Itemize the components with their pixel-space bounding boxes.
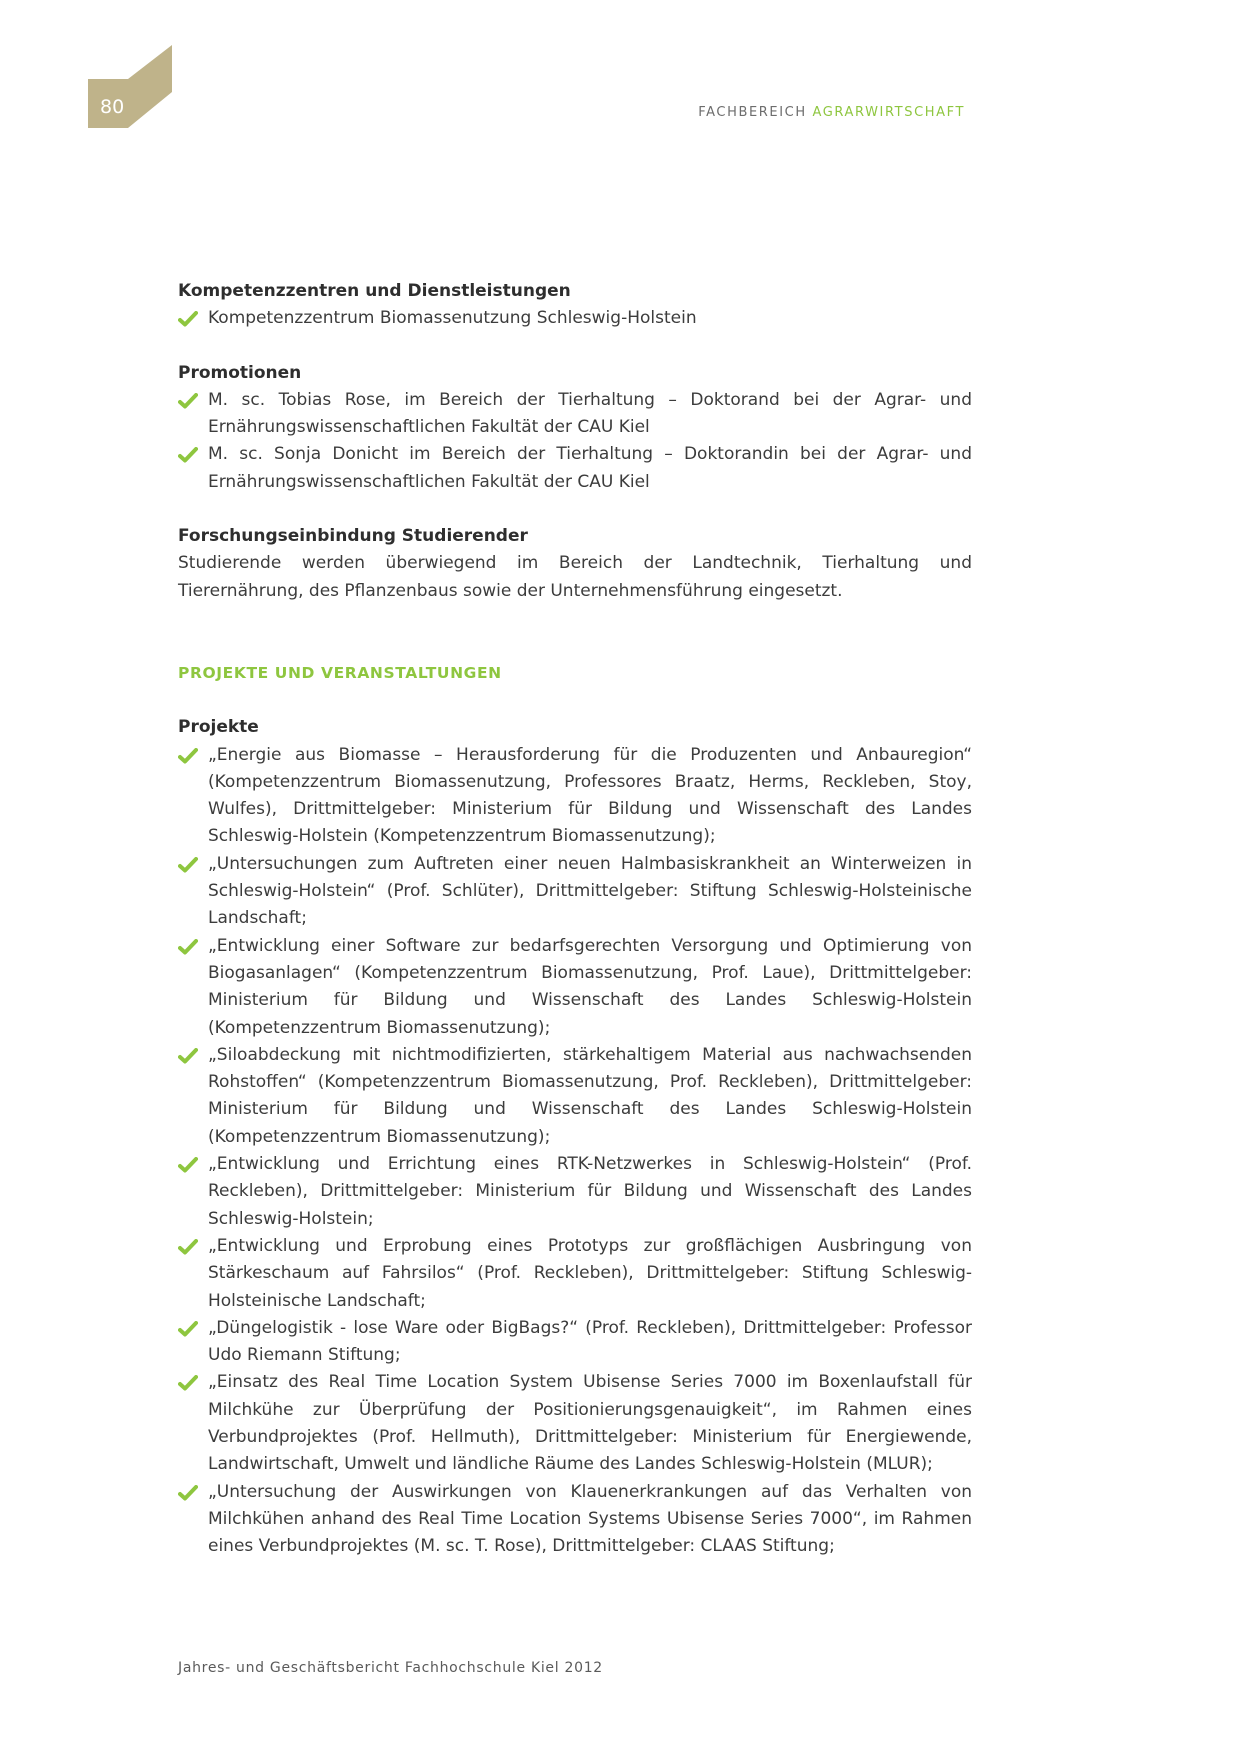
list-promotionen — [178, 387, 972, 496]
list-item-text: „Entwicklung und Errichtung eines RTK-Netzwerkes in Schleswig-Holstein“ (Prof. Reckleben), Drittmittelgeber: Ministerium für Bildung und Wissenschaft des Landes Schleswig-Holstein; — [208, 1154, 972, 1229]
main-content — [178, 278, 972, 1560]
page-number: 80 — [100, 96, 125, 118]
list-projekte — [178, 742, 972, 1561]
list-item-text: „Entwicklung einer Software zur bedarfsgerechten Versorgung und Optimierung von Biogasanlagen“ (Kompetenzzentrum Biomassenutzung, Prof. Laue), Drittmittelgeber: Ministerium für Bildung und Wissenschaft des Landes Schleswig-Holstein (Kompetenzzentrum Biomassenutzung); — [208, 935, 972, 1038]
heading-projekte: Projekte — [178, 717, 259, 738]
check-icon — [178, 1321, 198, 1337]
list-item-text: „Einsatz des Real Time Location System Ubisense Series 7000 im Boxenlaufstall für Milchkühe zur Überprüfung der Positionierungsgenauigkeit“, im Rahmen eines Verbundprojektes (Prof. Hellmuth), Drittmittelgeber: Ministerium für Energiewende, Landwirtschaft, Umwelt und ländliche Räume des Landes Schleswig-Holstein (MLUR); — [208, 1372, 972, 1475]
list-item-text: Kompetenzzentrum Biomassenutzung Schleswig-Holstein — [208, 308, 697, 329]
check-icon — [178, 1239, 198, 1255]
list-item — [178, 441, 972, 496]
check-icon — [178, 1375, 198, 1391]
list-item-text: M. sc. Tobias Rose, im Bereich der Tierhaltung – Doktorand bei der Agrar- und Ernährungswissenschaftlichen Fakultät der CAU Kiel — [208, 389, 972, 438]
list-item — [178, 305, 972, 332]
list-item — [178, 742, 972, 851]
check-icon — [178, 1048, 198, 1064]
check-icon — [178, 748, 198, 764]
list-kompetenzzentren — [178, 305, 972, 332]
list-item — [178, 1315, 972, 1370]
check-icon — [178, 1157, 198, 1173]
heading-promotionen: Promotionen — [178, 362, 302, 383]
list-item — [178, 1233, 972, 1315]
list-item — [178, 933, 972, 1042]
header-prefix: FACHBEREICH — [698, 105, 807, 120]
list-item-text: „Siloabdeckung mit nichtmodifizierten, stärkehaltigem Material aus nachwachsenden Rohstoffen“ (Kompetenzzentrum Biomassenutzung, Prof. Reckleben), Drittmittelgeber: Ministerium für Bildung und Wissenschaft des Landes Schleswig-Holstein (Kompetenzzentrum Biomassenutzung); — [208, 1044, 972, 1147]
list-item-text: „Energie aus Biomasse – Herausforderung für die Produzenten und Anbauregion“ (Kompetenzzentrum Biomassenutzung, Professores Braatz, Herms, Reckleben, Stoy, Wulfes), Drittmittelgeber: Ministerium für Bildung und Wissenschaft des Landes Schleswig-Holstein (Kompetenzzentrum Biomassenutzung); — [208, 744, 972, 847]
list-item-text: „Düngelogistik - lose Ware oder BigBags?“ (Prof. Reckleben), Drittmittelgeber: Professor Udo Riemann Stiftung; — [208, 1317, 972, 1366]
running-header — [698, 105, 965, 120]
list-item — [178, 851, 972, 933]
list-item — [178, 1042, 972, 1151]
list-item-text: M. sc. Sonja Donicht im Bereich der Tierhaltung – Doktorandin bei der Agrar- und Ernährungswissenschaftlichen Fakultät der CAU Kiel — [208, 444, 972, 492]
heading-forschungseinbindung: Forschungseinbindung Studierender — [178, 526, 528, 547]
list-item — [178, 1151, 972, 1233]
list-item-text: „Untersuchung der Auswirkungen von Klauenerkrankungen auf das Verhalten von Milchkühen anhand des Real Time Location Systems Ubisense Series 7000“, im Rahmen eines Verbundprojektes (M. sc. T. Rose), Drittmittelgeber: CLAAS Stiftung; — [208, 1481, 972, 1557]
check-icon — [178, 939, 198, 955]
check-icon — [178, 857, 198, 873]
header-accent: AGRARWIRTSCHAFT — [812, 105, 965, 120]
paragraph-forschungseinbindung: Studierende werden überwiegend im Bereich der Landtechnik, Tierhaltung und Tierernährung, des Pflanzenbaus sowie der Unternehmensführung eingesetzt. — [178, 553, 972, 601]
check-icon — [178, 447, 198, 463]
check-icon — [178, 311, 198, 327]
page-footer: Jahres- und Geschäftsbericht Fachhochschule Kiel 2012 — [178, 1660, 603, 1676]
list-item-text: „Entwicklung und Erprobung eines Prototyps zur großflächigen Ausbringung von Stärkeschaum auf Fahrsilos“ (Prof. Reckleben), Drittmittelgeber: Stiftung Schleswig-Holsteinische Landschaft; — [208, 1235, 972, 1311]
check-icon — [178, 1485, 198, 1501]
heading-kompetenzzentren: Kompetenzzentren und Dienstleistungen — [178, 281, 571, 301]
list-item — [178, 1479, 972, 1561]
list-item-text: „Untersuchungen zum Auftreten einer neuen Halmbasiskrankheit an Winterweizen in Schleswig-Holstein“ (Prof. Schlüter), Drittmittelgeber: Stiftung Schleswig-Holsteinische Landschaft; — [208, 853, 972, 929]
list-item — [178, 1369, 972, 1478]
section-title-projekte: PROJEKTE UND VERANSTALTUNGEN — [178, 663, 502, 682]
list-item — [178, 387, 972, 442]
check-icon — [178, 393, 198, 409]
